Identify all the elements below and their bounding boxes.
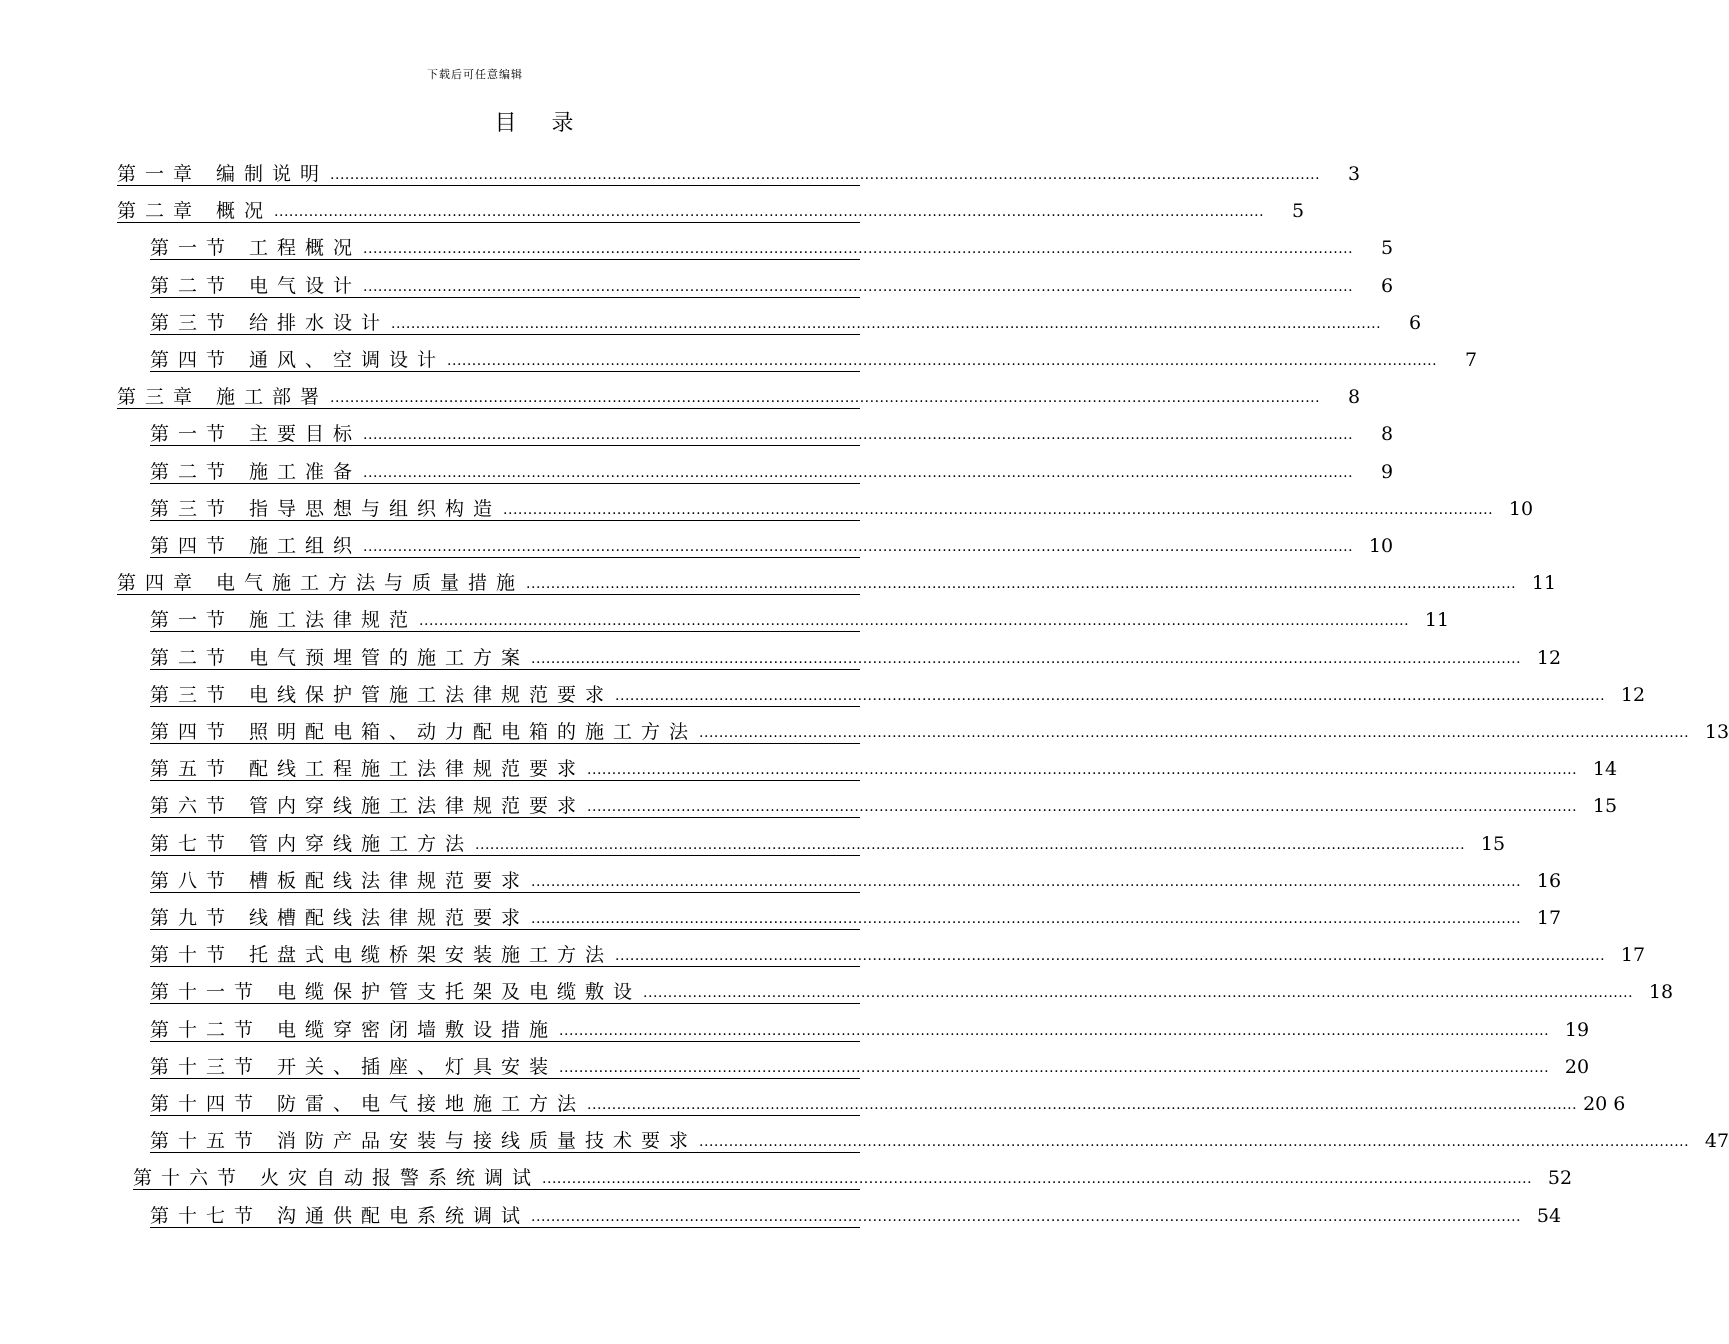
toc-entry-label: 第三节 电线保护管施工法律规范要求: [150, 683, 614, 706]
toc-section-entry[interactable]: [150, 1085, 1626, 1116]
toc-page-number: 3: [1348, 163, 1361, 185]
toc-section-entry[interactable]: [150, 601, 1450, 632]
toc-section-entry[interactable]: [150, 527, 1394, 558]
toc-dot-leader: ........................................................................................................................................................................................................: [699, 725, 1690, 741]
toc-entry-label: 第二节 电气设计: [150, 274, 362, 297]
toc-section-entry[interactable]: [150, 415, 1394, 446]
toc-dot-leader: ........................................................................................................................................................................................................: [419, 613, 1410, 630]
toc-entry-label: 第二节 施工准备: [150, 460, 362, 483]
toc-section-entry[interactable]: [150, 825, 1506, 856]
toc-dot-leader: ........................................................................................................................................................................................................: [531, 873, 1522, 890]
toc-dot-leader: ........................................................................................................................................................................................................: [447, 353, 1438, 369]
toc-page-number: 17: [1536, 907, 1562, 929]
toc-entry-label: 第四章 电气施工方法与质量措施: [117, 572, 525, 595]
toc-dot-leader: ........................................................................................................................................................................................................: [531, 1208, 1522, 1225]
toc-entry-label: 第十七节 沟通供配电系统调试: [150, 1204, 530, 1227]
toc-page-number: 11: [1531, 572, 1557, 595]
toc-page-number: 19: [1564, 1018, 1590, 1041]
toc-dot-leader: ........................................................................................................................................................................................................: [363, 427, 1354, 444]
toc-entry-label: 第四节 照明配电箱、动力配电箱的施工方法: [150, 721, 698, 743]
toc-section-entry[interactable]: [150, 1122, 1729, 1153]
toc-dot-leader: ........................................................................................................................................................................................................: [363, 539, 1354, 555]
toc-section-entry[interactable]: [150, 453, 1394, 484]
toc-section-entry[interactable]: [150, 936, 1646, 967]
toc-dot-leader: ........................................................................................................................................................................................................: [699, 1134, 1690, 1151]
toc-entry-label: 第四节 施工组织: [150, 535, 362, 557]
toc-section-entry[interactable]: [150, 341, 1478, 372]
toc-dot-leader: ........................................................................................................................................................................................................: [542, 1171, 1533, 1188]
toc-dot-leader: ........................................................................................................................................................................................................: [363, 241, 1354, 258]
toc-entry-label: 第一节 工程概况: [150, 237, 362, 260]
toc-entry-label: 第五节 配线工程施工法律规范要求: [150, 758, 586, 781]
toc-section-entry[interactable]: [150, 713, 1729, 744]
toc-title: 目 录: [494, 111, 588, 136]
toc-dot-leader: ........................................................................................................................................................................................................: [503, 501, 1494, 518]
toc-section-entry[interactable]: [150, 973, 1674, 1004]
toc-page-number: 47: [1704, 1130, 1729, 1153]
toc-page-number: 15: [1592, 795, 1618, 818]
toc-entry-label: 第三节 给排水设计: [150, 311, 390, 334]
toc-entry-label: 第三章 施工部署: [117, 386, 329, 409]
toc-dot-leader: ........................................................................................................................................................................................................: [274, 204, 1265, 221]
toc-page-number: 6: [1381, 274, 1394, 297]
toc-page-number: 20: [1564, 1055, 1590, 1078]
toc-dot-leader: ........................................................................................................................................................................................................: [391, 315, 1382, 332]
toc-dot-leader: ........................................................................................................................................................................................................: [615, 948, 1606, 965]
toc-section-entry[interactable]: [150, 267, 1394, 298]
toc-page-number: 5: [1292, 200, 1305, 223]
toc-entry-label: 第六节 管内穿线施工法律规范要求: [150, 795, 586, 818]
toc-entry-label: 第八节 槽板配线法律规范要求: [150, 869, 530, 892]
toc-chapter-entry[interactable]: [117, 192, 1305, 223]
toc-page-number: 6: [1409, 311, 1422, 334]
toc-section-entry[interactable]: [150, 899, 1562, 930]
toc-page-number: 54: [1536, 1204, 1562, 1227]
toc-entry-label: 第十节 托盘式电缆桥架安装施工方法: [150, 944, 614, 967]
toc-section-entry[interactable]: [150, 490, 1534, 521]
toc-chapter-entry[interactable]: [117, 378, 1361, 409]
toc-dot-leader: ........................................................................................................................................................................................................: [363, 464, 1354, 481]
toc-entry-label: 第十一节 电缆保护管支托架及电缆敷设: [150, 981, 642, 1004]
toc-entry-label: 第十六节 火灾自动报警系统调试: [133, 1167, 541, 1190]
toc-dot-leader: ........................................................................................................................................................................................................: [587, 1097, 1578, 1113]
toc-dot-leader: ........................................................................................................................................................................................................: [587, 762, 1578, 779]
toc-page-number: 20 6: [1583, 1093, 1626, 1115]
toc-dot-leader: ........................................................................................................................................................................................................: [330, 167, 1321, 183]
toc-page-number: 10: [1508, 497, 1534, 520]
toc-page-number: 13: [1704, 721, 1729, 743]
toc-dot-leader: ........................................................................................................................................................................................................: [475, 836, 1466, 853]
toc-dot-leader: ........................................................................................................................................................................................................: [643, 985, 1634, 1002]
toc-chapter-entry[interactable]: [117, 155, 1361, 186]
toc-page-number: 17: [1620, 944, 1646, 967]
page-header: 下载后可任意编辑: [427, 68, 523, 81]
toc-entry-label: 第十三节 开关、插座、灯具安装: [150, 1055, 558, 1078]
toc-entry-label: 第九节 线槽配线法律规范要求: [150, 907, 530, 929]
toc-page-number: 14: [1592, 758, 1618, 781]
toc-entry-label: 第十二节 电缆穿密闭墙敷设措施: [150, 1018, 558, 1041]
toc-section-entry[interactable]: [150, 229, 1394, 260]
toc-page-number: 12: [1620, 683, 1646, 706]
toc-entry-label: 第十四节 防雷、电气接地施工方法: [150, 1093, 586, 1115]
toc-entry-label: 第一章 编制说明: [117, 163, 329, 185]
toc-entry-label: 第一节 施工法律规范: [150, 609, 418, 632]
toc-section-entry[interactable]: [150, 787, 1618, 818]
toc-dot-leader: ........................................................................................................................................................................................................: [587, 799, 1578, 816]
toc-page-number: 18: [1648, 981, 1674, 1004]
toc-section-entry[interactable]: [150, 1048, 1590, 1079]
toc-section-entry[interactable]: [133, 1159, 1573, 1190]
toc-entry-label: 第二节 电气预埋管的施工方案: [150, 646, 530, 669]
toc-dot-leader: ........................................................................................................................................................................................................: [559, 1022, 1550, 1039]
toc-section-entry[interactable]: [150, 639, 1562, 670]
toc-page-number: 12: [1536, 646, 1562, 669]
toc-page-number: 52: [1547, 1167, 1573, 1190]
toc-dot-leader: ........................................................................................................................................................................................................: [559, 1059, 1550, 1076]
toc-page-number: 7: [1465, 349, 1478, 371]
toc-dot-leader: ........................................................................................................................................................................................................: [363, 278, 1354, 295]
toc-dot-leader: ........................................................................................................................................................................................................: [615, 687, 1606, 704]
toc-page-number: 15: [1480, 832, 1506, 855]
toc-dot-leader: ........................................................................................................................................................................................................: [531, 911, 1522, 927]
toc-section-entry[interactable]: [150, 1011, 1590, 1042]
toc-entry-label: 第十五节 消防产品安装与接线质量技术要求: [150, 1130, 698, 1153]
toc-entry-label: 第一节 主要目标: [150, 423, 362, 446]
toc-section-entry[interactable]: [150, 1197, 1562, 1228]
toc-section-entry[interactable]: [150, 750, 1618, 781]
toc-page-number: 8: [1381, 423, 1394, 446]
toc-section-entry[interactable]: [150, 862, 1562, 893]
toc-page-number: 16: [1536, 869, 1562, 892]
toc-section-entry[interactable]: [150, 676, 1646, 707]
toc-page-number: 5: [1381, 237, 1394, 260]
toc-page-number: 9: [1381, 460, 1394, 483]
toc-entry-label: 第二章 概况: [117, 200, 273, 223]
toc-entry-label: 第四节 通风、空调设计: [150, 349, 446, 371]
toc-dot-leader: ........................................................................................................................................................................................................: [526, 576, 1517, 593]
toc-page-number: 10: [1368, 535, 1394, 557]
toc-section-entry[interactable]: [150, 304, 1422, 335]
toc-entry-label: 第七节 管内穿线施工方法: [150, 832, 474, 855]
toc-chapter-entry[interactable]: [117, 564, 1557, 595]
toc-dot-leader: ........................................................................................................................................................................................................: [330, 390, 1321, 407]
toc-page-number: 8: [1348, 386, 1361, 409]
toc-entry-label: 第三节 指导思想与组织构造: [150, 497, 502, 520]
toc-dot-leader: ........................................................................................................................................................................................................: [531, 650, 1522, 667]
toc-page-number: 11: [1424, 609, 1450, 632]
